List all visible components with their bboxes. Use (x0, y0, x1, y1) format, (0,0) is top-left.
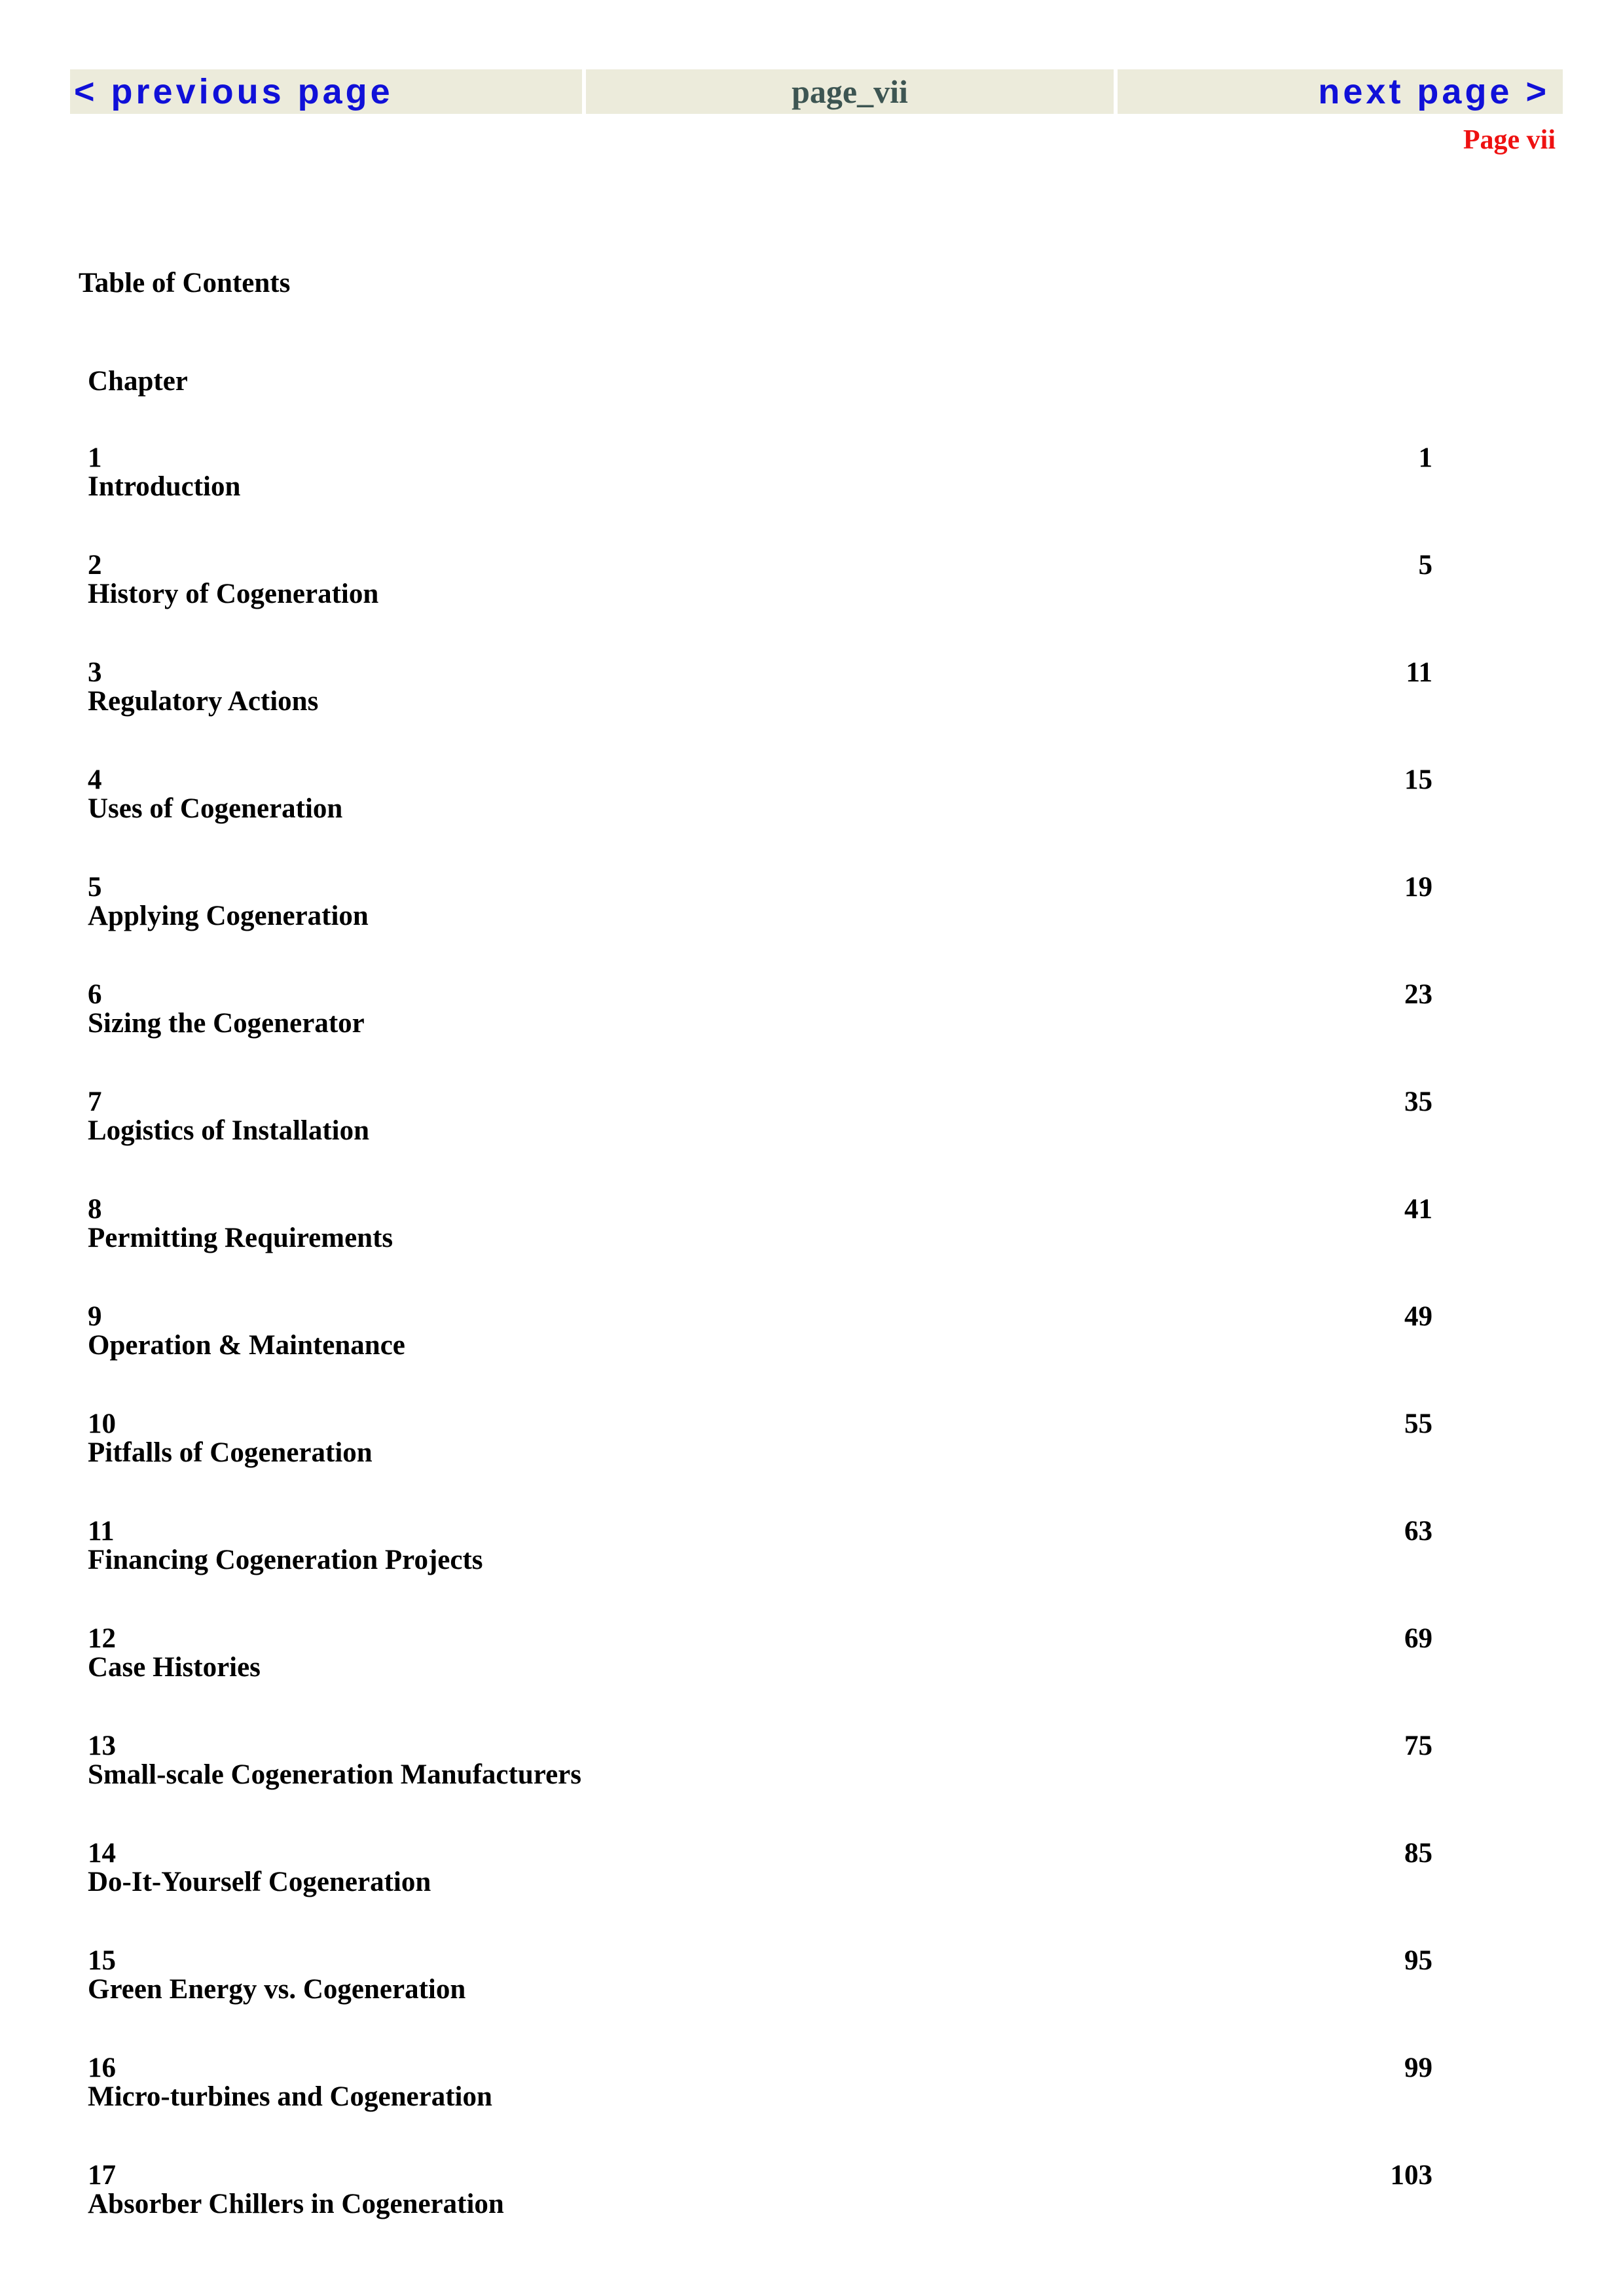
toc-entry-page: 23 (1404, 979, 1432, 1010)
toc-entry-page: 19 (1404, 872, 1432, 903)
toc-entry[interactable] (88, 1195, 1432, 1302)
page-navigation-bar (70, 69, 1563, 114)
toc-entry[interactable] (88, 2161, 1432, 2269)
page-id-title: page_vii (792, 73, 908, 110)
toc-entry-page: 55 (1404, 1408, 1432, 1439)
toc-entry-title: Operation & Maintenance (88, 1330, 405, 1361)
next-page-link[interactable]: next page > (1318, 72, 1550, 111)
toc-entry-number: 4 (88, 764, 102, 795)
toc-entry[interactable] (88, 1624, 1432, 1732)
toc-entry-title: Micro-turbines and Cogeneration (88, 2081, 492, 2112)
toc-entry-page: 1 (1418, 442, 1432, 473)
toc-entry[interactable] (88, 1946, 1432, 2054)
toc-list (88, 444, 1432, 2269)
toc-entry-number: 6 (88, 979, 102, 1010)
toc-entry-number: 10 (88, 1408, 116, 1439)
toc-entry[interactable] (88, 1410, 1432, 1517)
toc-entry[interactable] (88, 551, 1432, 658)
toc-entry-page: 5 (1418, 550, 1432, 581)
toc-entry-title: Sizing the Cogenerator (88, 1008, 365, 1039)
toc-entry-number: 13 (88, 1731, 116, 1761)
page-id-cell (586, 69, 1114, 114)
toc-entry-number: 2 (88, 550, 102, 581)
toc-entry-page: 103 (1390, 2160, 1432, 2191)
previous-page-cell (70, 69, 582, 114)
toc-entry-page: 49 (1404, 1301, 1432, 1332)
toc-entry-title: Uses of Cogeneration (88, 793, 343, 824)
toc-entry-number: 15 (88, 1945, 116, 1976)
toc-entry-page: 11 (1406, 657, 1432, 688)
toc-entry-number: 11 (88, 1516, 115, 1547)
toc-entry-page: 15 (1404, 764, 1432, 795)
toc-entry-title: Do-It-Yourself Cogeneration (88, 1867, 431, 1897)
toc-entry-title: Green Energy vs. Cogeneration (88, 1974, 466, 2005)
toc-entry-title: Permitting Requirements (88, 1223, 393, 1253)
toc-entry-number: 14 (88, 1838, 116, 1869)
toc-entry[interactable] (88, 2054, 1432, 2161)
toc-entry-number: 1 (88, 442, 102, 473)
toc-entry-page: 75 (1404, 1731, 1432, 1761)
toc-entry-number: 17 (88, 2160, 116, 2191)
previous-page-link[interactable]: < previous page (74, 72, 393, 111)
toc-entry-number: 9 (88, 1301, 102, 1332)
toc-entry-number: 8 (88, 1194, 102, 1225)
toc-entry-page: 63 (1404, 1516, 1432, 1547)
toc-entry[interactable] (88, 1088, 1432, 1195)
toc-entry-number: 16 (88, 2053, 116, 2083)
toc-entry-page: 85 (1404, 1838, 1432, 1869)
toc-entry[interactable] (88, 658, 1432, 766)
toc-entry-title: Logistics of Installation (88, 1115, 370, 1146)
toc-entry-title: Regulatory Actions (88, 686, 319, 717)
toc-entry[interactable] (88, 1732, 1432, 1839)
toc-entry[interactable] (88, 1839, 1432, 1946)
toc-entry-number: 3 (88, 657, 102, 688)
toc-entry-page: 35 (1404, 1086, 1432, 1117)
toc-entry-page: 95 (1404, 1945, 1432, 1976)
toc-entry-title: Case Histories (88, 1652, 261, 1683)
toc-entry[interactable] (88, 766, 1432, 873)
toc-entry-number: 7 (88, 1086, 102, 1117)
toc-entry-title: Financing Cogeneration Projects (88, 1545, 483, 1575)
toc-entry-number: 5 (88, 872, 102, 903)
toc-entry-title: Introduction (88, 471, 241, 502)
toc-entry-title: Absorber Chillers in Cogeneration (88, 2189, 504, 2219)
toc-entry[interactable] (88, 1517, 1432, 1624)
next-page-cell (1118, 69, 1563, 114)
toc-entry-title: Small-scale Cogeneration Manufacturers (88, 1759, 581, 1790)
toc-entry-page: 69 (1404, 1623, 1432, 1654)
toc-entry-title: Pitfalls of Cogeneration (88, 1437, 373, 1468)
toc-entry[interactable] (88, 1302, 1432, 1410)
toc-entry[interactable] (88, 873, 1432, 980)
toc-heading: Table of Contents (79, 268, 291, 298)
toc-entry-title: History of Cogeneration (88, 579, 379, 609)
toc-entry-number: 12 (88, 1623, 116, 1654)
page-number-label: Page vii (1463, 125, 1556, 155)
toc-entry[interactable] (88, 444, 1432, 551)
toc-entry-page: 99 (1404, 2053, 1432, 2083)
toc-entry[interactable] (88, 980, 1432, 1088)
toc-entry-title: Applying Cogeneration (88, 901, 369, 931)
toc-entry-page: 41 (1404, 1194, 1432, 1225)
chapter-column-header: Chapter (88, 366, 188, 397)
